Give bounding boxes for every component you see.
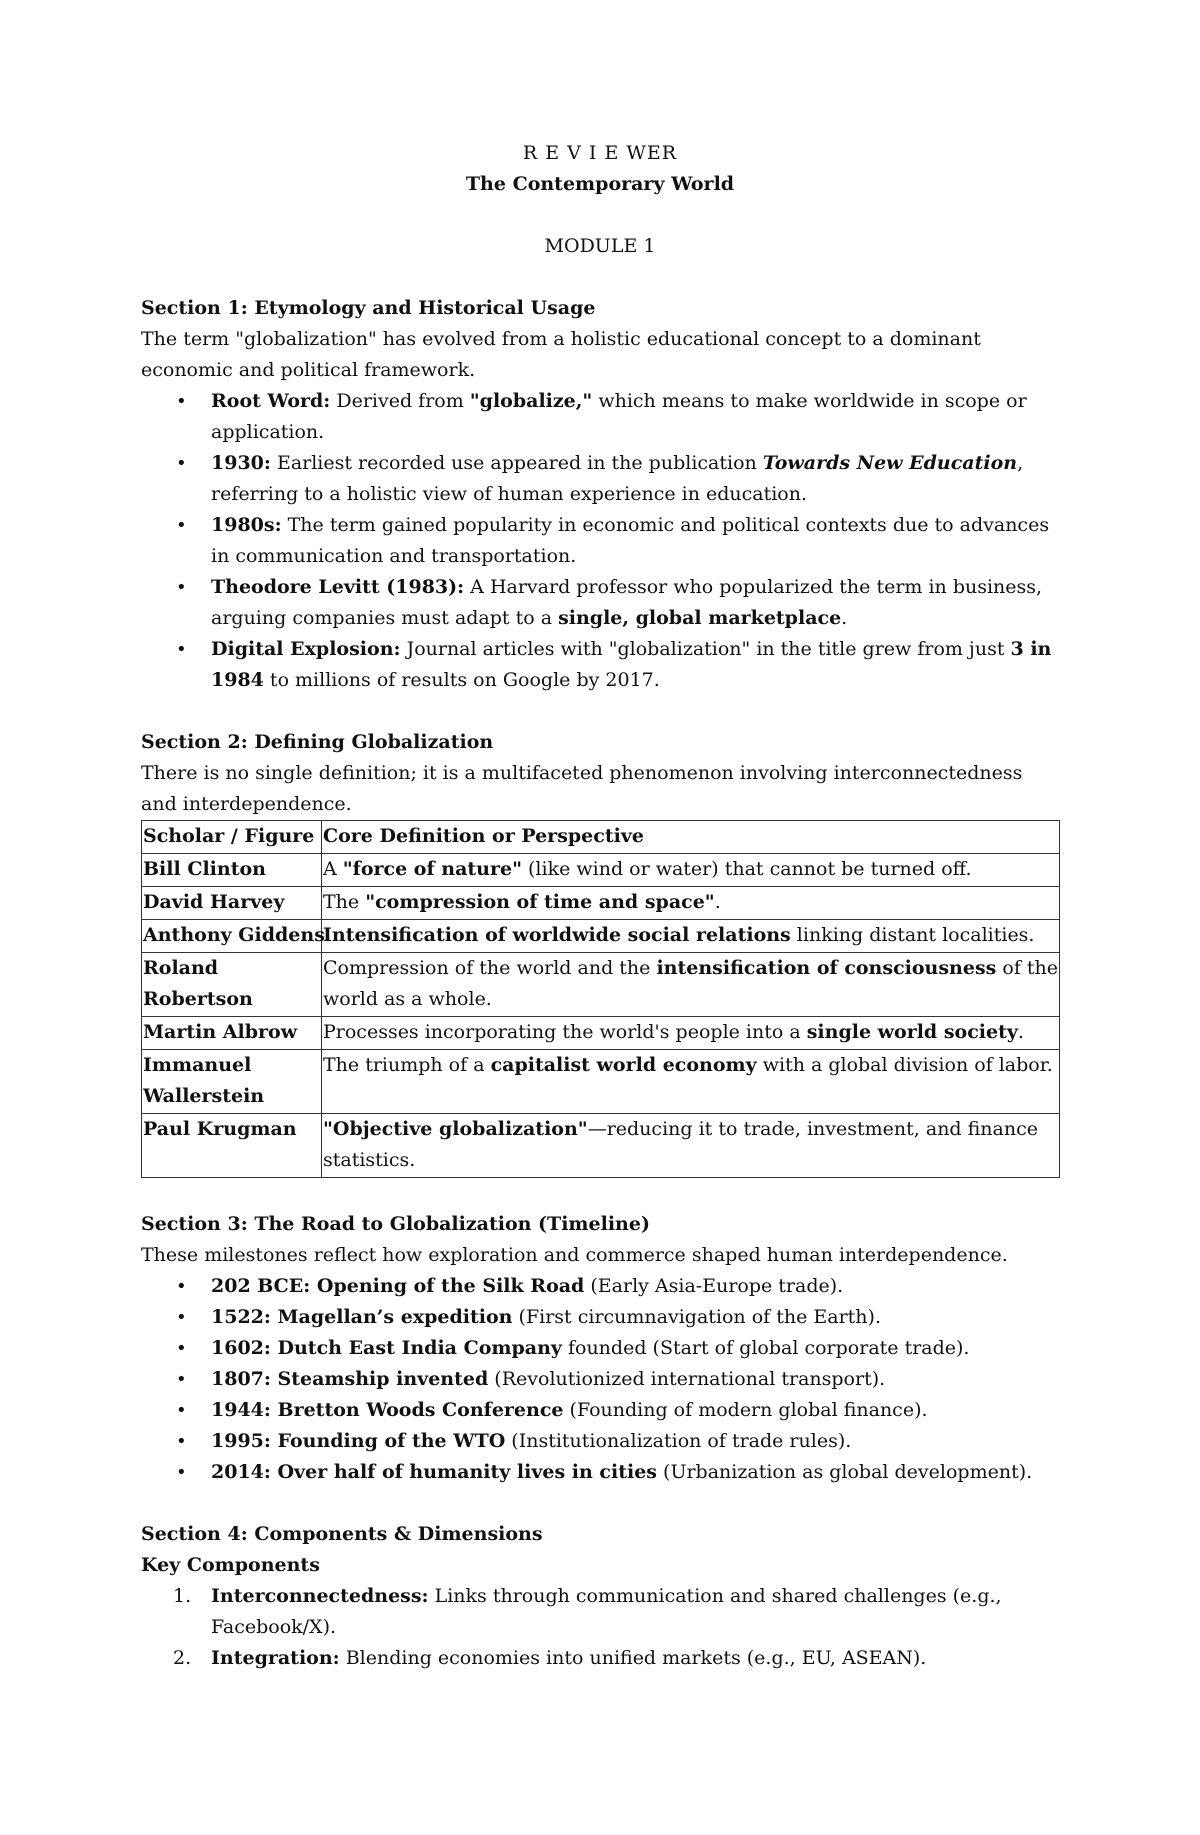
scholar-cell: Anthony Giddens (142, 920, 322, 953)
definition-cell: "Objective globalization"—reducing it to trade, investment, and finance statistics. (322, 1114, 1060, 1178)
table-row (142, 1050, 1060, 1114)
list-item: • Digital Explosion: Journal articles with "globalization" in the title grew from just 3 in 1984 to millions of results on Google by 2017. (211, 634, 1059, 696)
section3-intro: These milestones reflect how exploration and commerce shaped human interdependence. (141, 1244, 1008, 1266)
scholar-cell: David Harvey (142, 887, 322, 920)
document-title: R E V I E WER (522, 142, 678, 164)
module-label: MODULE 1 (544, 235, 656, 257)
section4-heading: Section 4: Components & Dimensions (141, 1523, 543, 1545)
section3-heading: Section 3: The Road to Globalization (Timeline) (141, 1213, 650, 1235)
scholar-cell: Immanuel Wallerstein (142, 1050, 322, 1114)
section1-list (141, 386, 1059, 696)
document-subtitle: The Contemporary World (465, 173, 735, 195)
table-row (142, 920, 1060, 953)
list-item: 2. Integration: Blending economies into unified markets (e.g., EU, ASEAN). (173, 1647, 927, 1669)
list-item: • 2014: Over half of humanity lives in cities (Urbanization as global development). (211, 1457, 1059, 1488)
table-row (142, 1114, 1060, 1178)
list-item: • Theodore Levitt (1983): A Harvard professor who popularized the term in business, arguing companies must adapt to a single, global marketplace. (211, 572, 1059, 634)
table-header-row (142, 821, 1060, 854)
list-item: • 1995: Founding of the WTO (Institutionalization of trade rules). (211, 1426, 1059, 1457)
definition-cell: Processes incorporating the world's people into a single world society. (322, 1017, 1060, 1050)
table-row (142, 953, 1060, 1017)
list-item: • 1602: Dutch East India Company founded (Start of global corporate trade). (211, 1333, 1059, 1364)
definition-cell: The triumph of a capitalist world economy with a global division of labor. (322, 1050, 1060, 1114)
scholar-cell: Roland Robertson (142, 953, 322, 1017)
definition-cell: A "force of nature" (like wind or water) that cannot be turned off. (322, 854, 1060, 887)
timeline-list (141, 1271, 1059, 1488)
list-item: • 1930: Earliest recorded use appeared in the publication Towards New Education, referring to a holistic view of human experience in education. (211, 448, 1059, 510)
table-row (142, 854, 1060, 887)
list-item: 1. Interconnectedness: Links through communication and shared challenges (e.g., Facebook/X). (173, 1585, 1002, 1638)
key-components-heading: Key Components (141, 1554, 320, 1576)
table-row (142, 887, 1060, 920)
section2-heading: Section 2: Defining Globalization (141, 731, 494, 753)
list-item: • 1807: Steamship invented (Revolutionized international transport). (211, 1364, 1059, 1395)
table-row (142, 1017, 1060, 1050)
scholar-cell: Martin Albrow (142, 1017, 322, 1050)
list-item: • Root Word: Derived from "globalize," which means to make worldwide in scope or application. (211, 386, 1059, 448)
section2-intro: There is no single definition; it is a multifaceted phenomenon involving interconnectedness and interdependence. (141, 762, 1023, 815)
column-header: Core Definition or Perspective (322, 821, 1060, 854)
list-item: • 1980s: The term gained popularity in economic and political contexts due to advances in communication and transportation. (211, 510, 1059, 572)
scholar-cell: Paul Krugman (142, 1114, 322, 1178)
definitions-table (141, 820, 1060, 1178)
list-item: • 1944: Bretton Woods Conference (Founding of modern global finance). (211, 1395, 1059, 1426)
section1-heading: Section 1: Etymology and Historical Usage (141, 297, 596, 319)
definition-cell: Intensification of worldwide social relations linking distant localities. (322, 920, 1060, 953)
list-item: • 202 BCE: Opening of the Silk Road (Early Asia-Europe trade). (211, 1271, 1059, 1302)
components-list (141, 1581, 1059, 1674)
scholar-cell: Bill Clinton (142, 854, 322, 887)
section1-intro: The term "globalization" has evolved from a holistic educational concept to a dominant economic and political framework. (141, 328, 981, 381)
list-item: • 1522: Magellan’s expedition (First circumnavigation of the Earth). (211, 1302, 1059, 1333)
definition-cell: Compression of the world and the intensification of consciousness of the world as a whole. (322, 953, 1060, 1017)
column-header: Scholar / Figure (142, 821, 322, 854)
definition-cell: The "compression of time and space". (322, 887, 1060, 920)
